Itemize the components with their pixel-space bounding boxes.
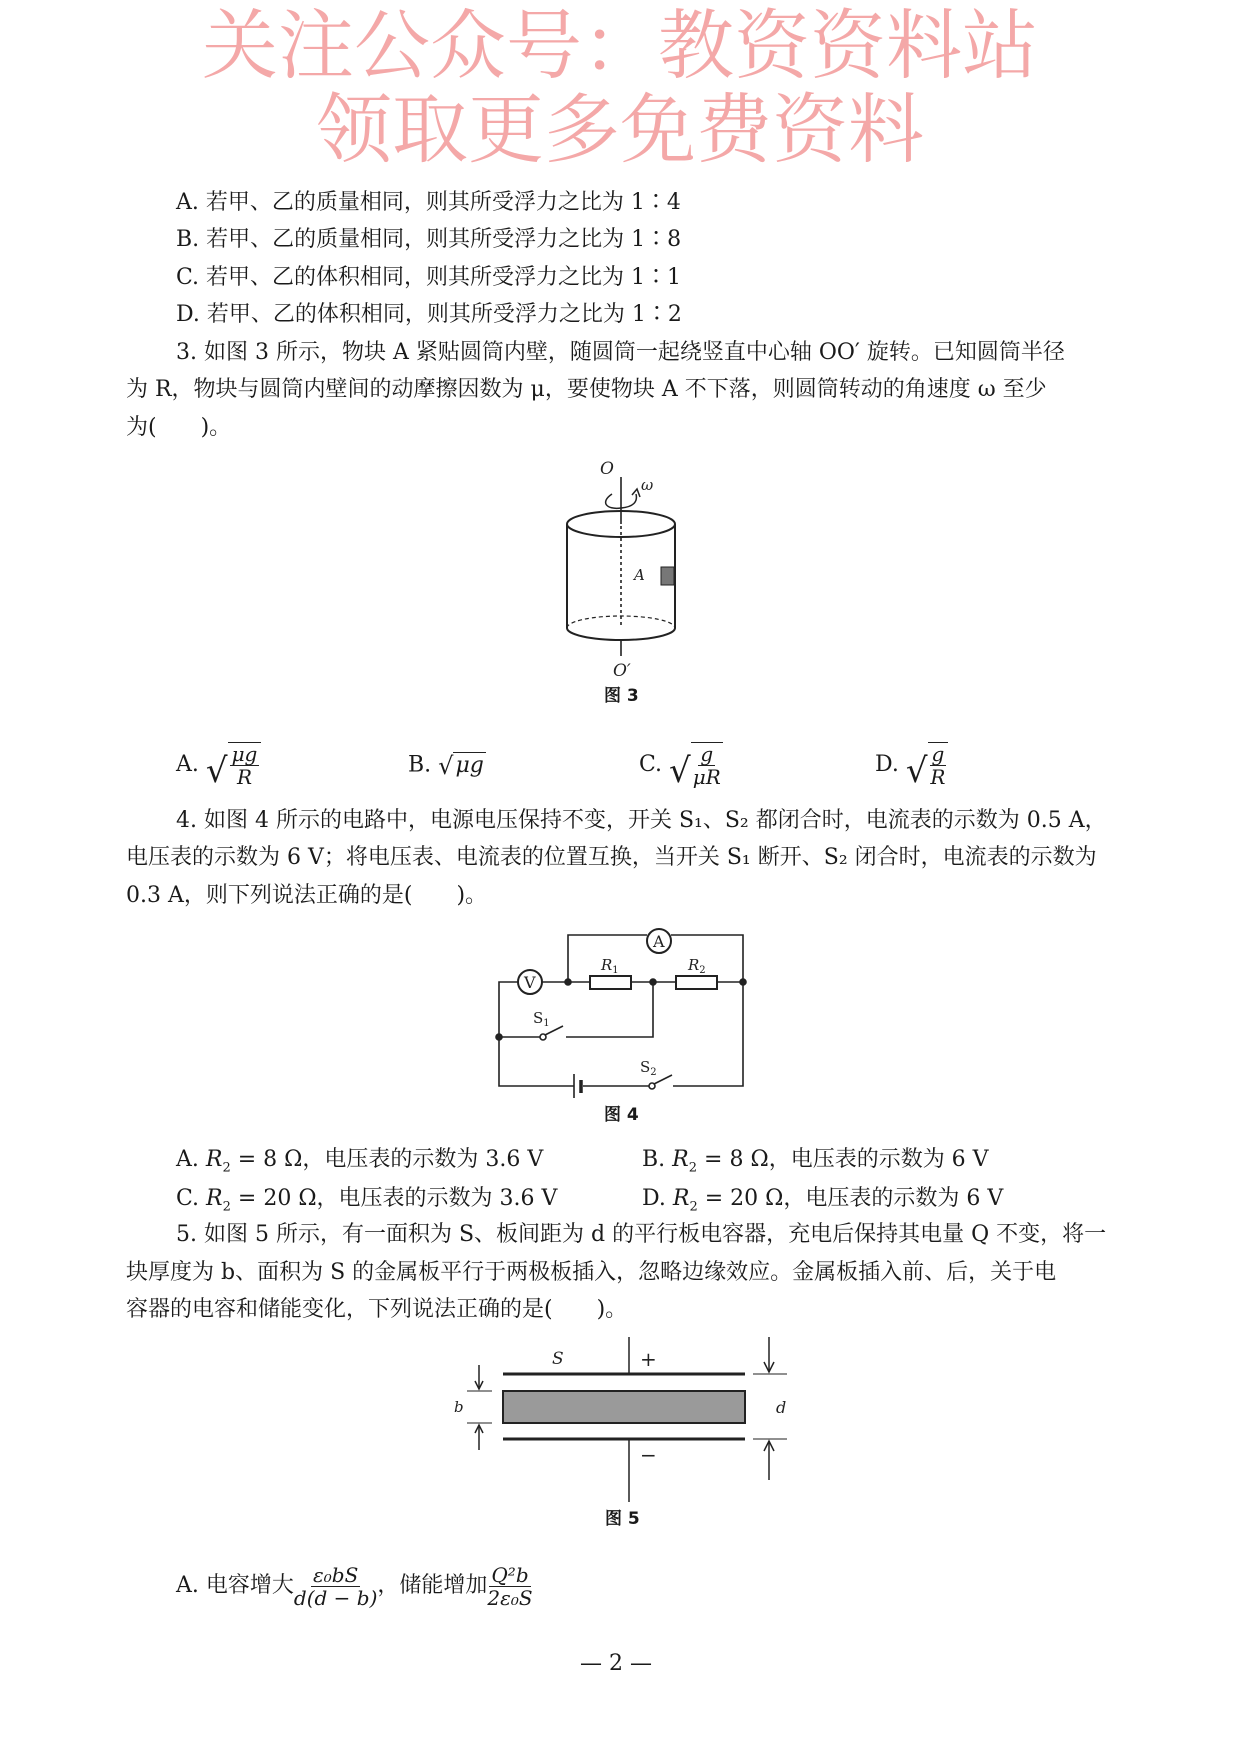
- resistor-symbol: R: [206, 1186, 223, 1211]
- figure-3-cylinder: [567, 459, 675, 681]
- denominator: μR: [692, 765, 721, 789]
- numerator: Q²b: [491, 1562, 529, 1587]
- resistor-symbol: R: [672, 1147, 689, 1172]
- q5-line-2: 块厚度为 b、面积为 S 的金属板平行于两极板插入，忽略边缘效应。金属板插入前、后，关于电: [126, 1260, 1057, 1285]
- numerator: ε₀bS: [313, 1562, 359, 1587]
- denominator: R: [930, 765, 946, 789]
- bottom-arc: [567, 628, 675, 640]
- label-s1-subscript: 1: [543, 1018, 550, 1029]
- page-number: — 2 —: [580, 1651, 652, 1676]
- radical-sign: √: [905, 751, 928, 791]
- denominator: d(d − b): [293, 1585, 378, 1610]
- option-text: = 8 Ω，电压表的示数为 6 V: [704, 1147, 989, 1172]
- option-text: = 20 Ω，电压表的示数为 3.6 V: [237, 1186, 558, 1211]
- q5-line-1: 5. 如图 5 所示，有一面积为 S、板间距为 d 的平行板电容器，充电后保持其电量 Q 不变，将一: [176, 1222, 1107, 1247]
- figure-3-caption: 图 3: [604, 686, 639, 706]
- option-text: 电容增大: [205, 1573, 294, 1598]
- q2-option-a: A. 若甲、乙的质量相同，则其所受浮力之比为 1∶4: [176, 190, 681, 215]
- label-o-prime: O′: [613, 661, 631, 681]
- label-s2-subscript: 2: [650, 1067, 657, 1078]
- option-label: B.: [642, 1147, 666, 1172]
- label-d: d: [776, 1398, 787, 1417]
- wire-left: [499, 982, 574, 1086]
- block-a: [661, 567, 674, 585]
- label-v: V: [524, 973, 536, 992]
- resistor-symbol: R: [672, 1186, 690, 1211]
- radical-sign: √: [438, 752, 454, 780]
- figure-4-caption: 图 4: [604, 1105, 639, 1125]
- q4-line-2: 电压表的示数为 6 V；将电压表、电流表的位置互换，当开关 S₁ 断开、S₂ 闭合时，电流表的示数为: [126, 845, 1097, 870]
- denominator: R: [236, 765, 252, 789]
- q2-option-b: B. 若甲、乙的质量相同，则其所受浮力之比为 1∶8: [176, 227, 682, 252]
- option-text: = 20 Ω，电压表的示数为 6 V: [704, 1186, 1004, 1211]
- figure-5-caption: 图 5: [605, 1509, 640, 1529]
- resistor-symbol: R: [205, 1147, 223, 1172]
- resistor-r1: [590, 976, 631, 989]
- option-label: B.: [408, 752, 432, 778]
- option-label: A.: [176, 1147, 199, 1172]
- label-b: b: [454, 1398, 464, 1416]
- label-s2: [640, 1058, 657, 1078]
- label-o: O: [600, 459, 614, 479]
- subscript: 2: [689, 1199, 698, 1215]
- figure-4-circuit: [496, 929, 746, 1098]
- junction: [565, 979, 571, 985]
- label-s: S: [552, 1349, 564, 1369]
- subscript: 2: [688, 1160, 698, 1176]
- label-s1: [533, 1009, 550, 1029]
- label-r1-symbol: R: [601, 956, 613, 974]
- q2-option-d: D. 若甲、乙的体积相同，则其所受浮力之比为 1∶2: [176, 302, 682, 327]
- wire-top-right: [671, 935, 743, 1086]
- label-s1-symbol: S: [533, 1009, 544, 1027]
- label-minus: −: [640, 1443, 657, 1467]
- radicand: μg: [455, 753, 484, 778]
- watermark-line-2: 领取更多免费资料: [316, 85, 924, 174]
- numerator: g: [931, 742, 945, 766]
- label-r2-symbol: R: [688, 956, 700, 974]
- option-label: D.: [642, 1186, 666, 1211]
- junction: [650, 979, 656, 985]
- junction: [740, 979, 746, 985]
- q3-line-3: 为( )。: [126, 415, 232, 440]
- label-r2: [687, 956, 706, 976]
- label-omega: ω: [641, 476, 654, 494]
- wire: [566, 982, 653, 1037]
- label-a: A: [653, 932, 665, 951]
- label-r1: [600, 956, 619, 976]
- metal-slab: [503, 1391, 745, 1423]
- option-label: C.: [639, 752, 663, 777]
- label-r2-subscript: 2: [699, 965, 706, 976]
- option-label: D.: [875, 752, 899, 777]
- option-text: ，储能增加: [377, 1573, 488, 1598]
- numerator: g: [700, 742, 714, 766]
- option-text: = 8 Ω，电压表的示数为 3.6 V: [237, 1147, 544, 1172]
- subscript: 2: [222, 1160, 231, 1176]
- label-r1-subscript: 1: [612, 965, 619, 976]
- figure-5-capacitor: [454, 1337, 787, 1502]
- q4-line-1: 4. 如图 4 所示的电路中，电源电压保持不变，开关 S₁、S₂ 都闭合时，电流表的示数为 0.5 A，: [176, 808, 1107, 833]
- junction: [496, 1034, 502, 1040]
- label-a: A: [634, 566, 645, 584]
- radical-sign: √: [205, 751, 228, 791]
- switch-s2-blade: [654, 1075, 672, 1084]
- label-s2-symbol: S: [640, 1058, 651, 1076]
- q3-line-2: 为 R，物块与圆筒内壁间的动摩擦因数为 μ，要使物块 A 不下落，则圆筒转动的角速度 ω 至少: [126, 377, 1047, 402]
- q2-option-c: C. 若甲、乙的体积相同，则其所受浮力之比为 1∶1: [176, 265, 682, 290]
- option-label: A.: [176, 1573, 199, 1598]
- resistor-r2: [676, 976, 717, 989]
- label-plus: +: [640, 1347, 657, 1371]
- numerator: μg: [231, 742, 258, 766]
- denominator: 2ε₀S: [487, 1585, 533, 1610]
- q5-line-3: 容器的电容和储能变化，下列说法正确的是( )。: [126, 1297, 628, 1322]
- watermark-line-1: 关注公众号：教资资料站: [202, 1, 1038, 90]
- option-label: C.: [176, 1186, 200, 1211]
- q3-line-1: 3. 如图 3 所示，物块 A 紧贴圆筒内壁，随圆筒一起绕竖直中心轴 OO′ 旋转。已知圆筒半径: [176, 340, 1065, 365]
- q4-line-3: 0.3 A，则下列说法正确的是( )。: [126, 883, 488, 908]
- subscript: 2: [222, 1199, 231, 1215]
- option-label: A.: [176, 752, 199, 777]
- radical-sign: √: [669, 751, 691, 791]
